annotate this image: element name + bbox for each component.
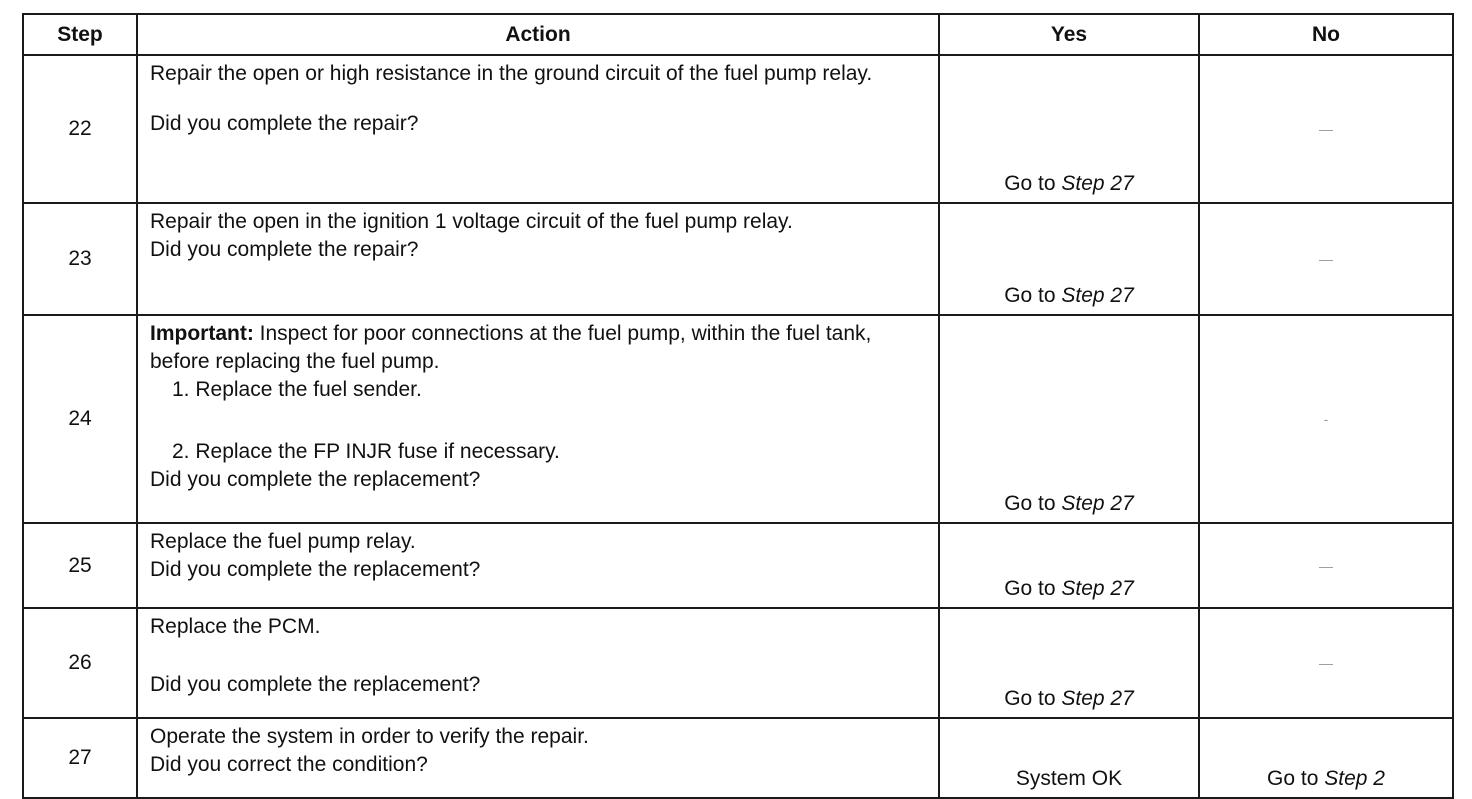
important-text: Inspect for poor connections at the fuel pump, within the fuel tank, before replacing the fuel pump.: [150, 322, 872, 373]
diagnostic-table: [22, 13, 1454, 799]
header-action: Action: [137, 14, 939, 55]
table-row: [23, 55, 1453, 203]
action-cell: [137, 55, 939, 203]
no-cell: —: [1199, 523, 1453, 608]
step-number: 24: [23, 315, 137, 523]
action-question: Did you complete the replacement?: [150, 673, 481, 696]
table-row: [23, 203, 1453, 315]
action-question: Did you complete the replacement?: [150, 558, 481, 581]
step-number: 23: [23, 203, 137, 315]
action-cell: [137, 608, 939, 718]
header-no: No: [1199, 14, 1453, 55]
yes-cell: [939, 203, 1199, 315]
header-row: [23, 14, 1453, 55]
table-row: [23, 315, 1453, 523]
yes-prefix: Go to: [1004, 492, 1062, 515]
no-cell: —: [1199, 608, 1453, 718]
important-label: Important:: [150, 322, 254, 345]
action-cell: [137, 203, 939, 315]
important-note: [150, 320, 928, 376]
yes-cell: [939, 315, 1199, 523]
yes-cell: [939, 608, 1199, 718]
action-text: Repair the open in the ignition 1 voltage circuit of the fuel pump relay.: [150, 210, 793, 233]
step-number: 27: [23, 718, 137, 798]
yes-step-ref: Step 27: [1061, 172, 1134, 195]
table-row: [23, 718, 1453, 798]
yes-step-ref: Step 27: [1061, 492, 1134, 515]
table-row: [23, 523, 1453, 608]
yes-prefix: Go to: [1004, 172, 1062, 195]
action-cell: [137, 315, 939, 523]
header-step: Step: [23, 14, 137, 55]
yes-step-ref: Step 27: [1061, 284, 1134, 307]
action-question: Did you correct the condition?: [150, 753, 428, 776]
step-number: 22: [23, 55, 137, 203]
table-row: [23, 608, 1453, 718]
list-item: 1. Replace the fuel sender.: [172, 378, 422, 401]
step-number: 26: [23, 608, 137, 718]
no-prefix: Go to: [1267, 767, 1325, 790]
action-text: Repair the open or high resistance in the ground circuit of the fuel pump relay.: [150, 62, 873, 85]
action-question: Did you complete the repair?: [150, 112, 419, 135]
yes-cell: System OK: [939, 718, 1199, 798]
action-cell: [137, 718, 939, 798]
action-cell: [137, 523, 939, 608]
yes-step-ref: Step 27: [1061, 687, 1134, 710]
action-text: Replace the fuel pump relay.: [150, 530, 416, 553]
no-cell: -: [1199, 315, 1453, 523]
list-item: 2. Replace the FP INJR fuse if necessary.: [172, 440, 560, 463]
yes-prefix: Go to: [1004, 284, 1062, 307]
yes-step-ref: Step 27: [1061, 577, 1134, 600]
no-cell: —: [1199, 55, 1453, 203]
action-question: Did you complete the replacement?: [150, 468, 481, 491]
no-step-ref: Step 2: [1324, 767, 1385, 790]
no-cell: [1199, 718, 1453, 798]
yes-cell: [939, 55, 1199, 203]
action-question: Did you complete the repair?: [150, 238, 419, 261]
action-text: Operate the system in order to verify the repair.: [150, 725, 589, 748]
header-yes: Yes: [939, 14, 1199, 55]
no-cell: —: [1199, 203, 1453, 315]
yes-cell: [939, 523, 1199, 608]
yes-prefix: Go to: [1004, 687, 1062, 710]
yes-prefix: Go to: [1004, 577, 1062, 600]
action-text: Replace the PCM.: [150, 615, 321, 638]
step-number: 25: [23, 523, 137, 608]
